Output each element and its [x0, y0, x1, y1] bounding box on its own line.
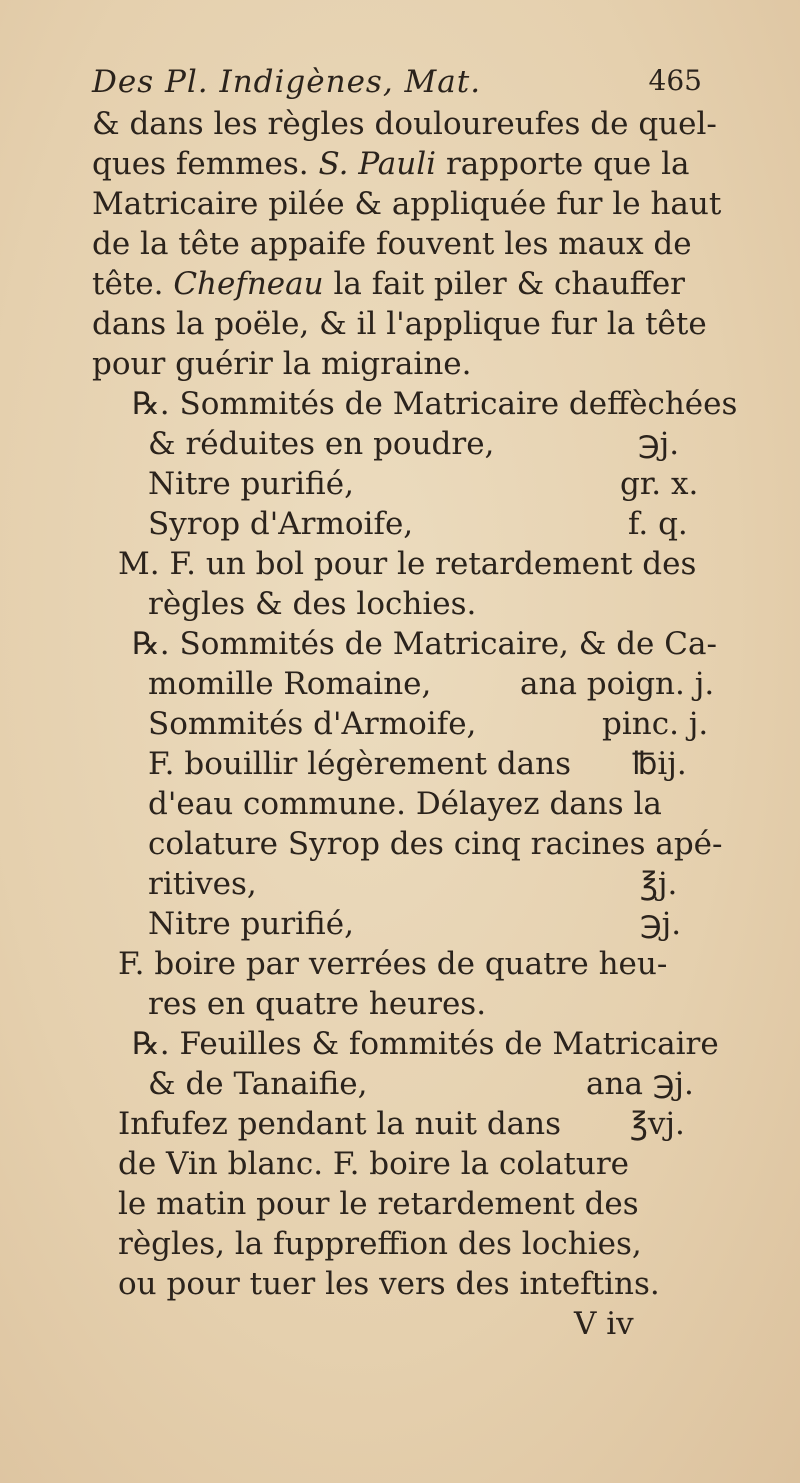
author-name: Chefneau	[173, 266, 324, 302]
recipe-dose: ana poign. j.	[520, 666, 715, 702]
text-line: ou pour tuer les vers des inteftins.	[118, 1266, 660, 1302]
text-line: Matricaire pilée & appliquée fur le haut	[92, 186, 722, 222]
signature-mark: V iv	[574, 1306, 634, 1342]
running-title: Des Pl. Indigènes, Mat.	[92, 64, 482, 100]
author-name: S. Pauli	[318, 146, 437, 182]
running-header	[92, 64, 702, 104]
recipe-instruction: règles & des lochies.	[148, 586, 477, 622]
recipe-line: Nitre purifié,	[148, 466, 354, 502]
recipe-dose: ℈j.	[638, 426, 680, 462]
text-line: ques femmes. S. Pauli rapporte que la	[92, 146, 690, 182]
recipe-instruction: F. boire par verrées de quatre heu-	[118, 946, 668, 982]
recipe-instruction: M. F. un bol pour le retardement des	[118, 546, 697, 582]
recipe-dose: pinc. j.	[602, 706, 709, 742]
recipe-dose: ℔ij.	[632, 746, 687, 782]
recipe-line: ritives,	[148, 866, 257, 902]
text-line: dans la poële, & il l'applique fur la tête	[92, 306, 707, 342]
text-line: de Vin blanc. F. boire la colature	[118, 1146, 629, 1182]
text-line: pour guérir la migraine.	[92, 346, 472, 382]
recipe-line: colature Syrop des cinq racines apé-	[148, 826, 723, 862]
recipe-intro: ℞. Feuilles & fommités de Matricaire	[132, 1026, 719, 1062]
recipe-line: Infufez pendant la nuit dans	[118, 1106, 562, 1142]
recipe-line: momille Romaine,	[148, 666, 432, 702]
recipe-intro: ℞. Sommités de Matricaire, & de Ca-	[132, 626, 717, 662]
recipe-dose: gr. x.	[620, 466, 699, 502]
recipe-dose: f. q.	[628, 506, 688, 542]
recipe-line: & réduites en poudre,	[148, 426, 495, 462]
recipe-instruction: res en quatre heures.	[148, 986, 487, 1022]
text-line: tête. Chefneau la fait piler & chauffer	[92, 266, 685, 302]
recipe-dose: ana ℈j.	[586, 1066, 694, 1102]
text-line: de la tête appaife fouvent les maux de	[92, 226, 692, 262]
text-line: & dans les règles douloureufes de quel-	[92, 106, 717, 142]
recipe-line: Syrop d'Armoife,	[148, 506, 414, 542]
recipe-intro: ℞. Sommités de Matricaire deffèchées	[132, 386, 738, 422]
recipe-line: F. bouillir légèrement dans	[148, 746, 572, 782]
recipe-line: Sommités d'Armoife,	[148, 706, 477, 742]
recipe-line: Nitre purifié,	[148, 906, 354, 942]
recipe-dose: ℈j.	[640, 906, 682, 942]
recipe-dose: ℥j.	[640, 866, 678, 902]
text-line: règles, la fuppreffion des lochies,	[118, 1226, 642, 1262]
page-number: 465	[648, 64, 702, 97]
recipe-line: & de Tanaifie,	[148, 1066, 368, 1102]
text-line: le matin pour le retardement des	[118, 1186, 639, 1222]
recipe-dose: ℥vj.	[630, 1106, 685, 1142]
recipe-line: d'eau commune. Délayez dans la	[148, 786, 662, 822]
